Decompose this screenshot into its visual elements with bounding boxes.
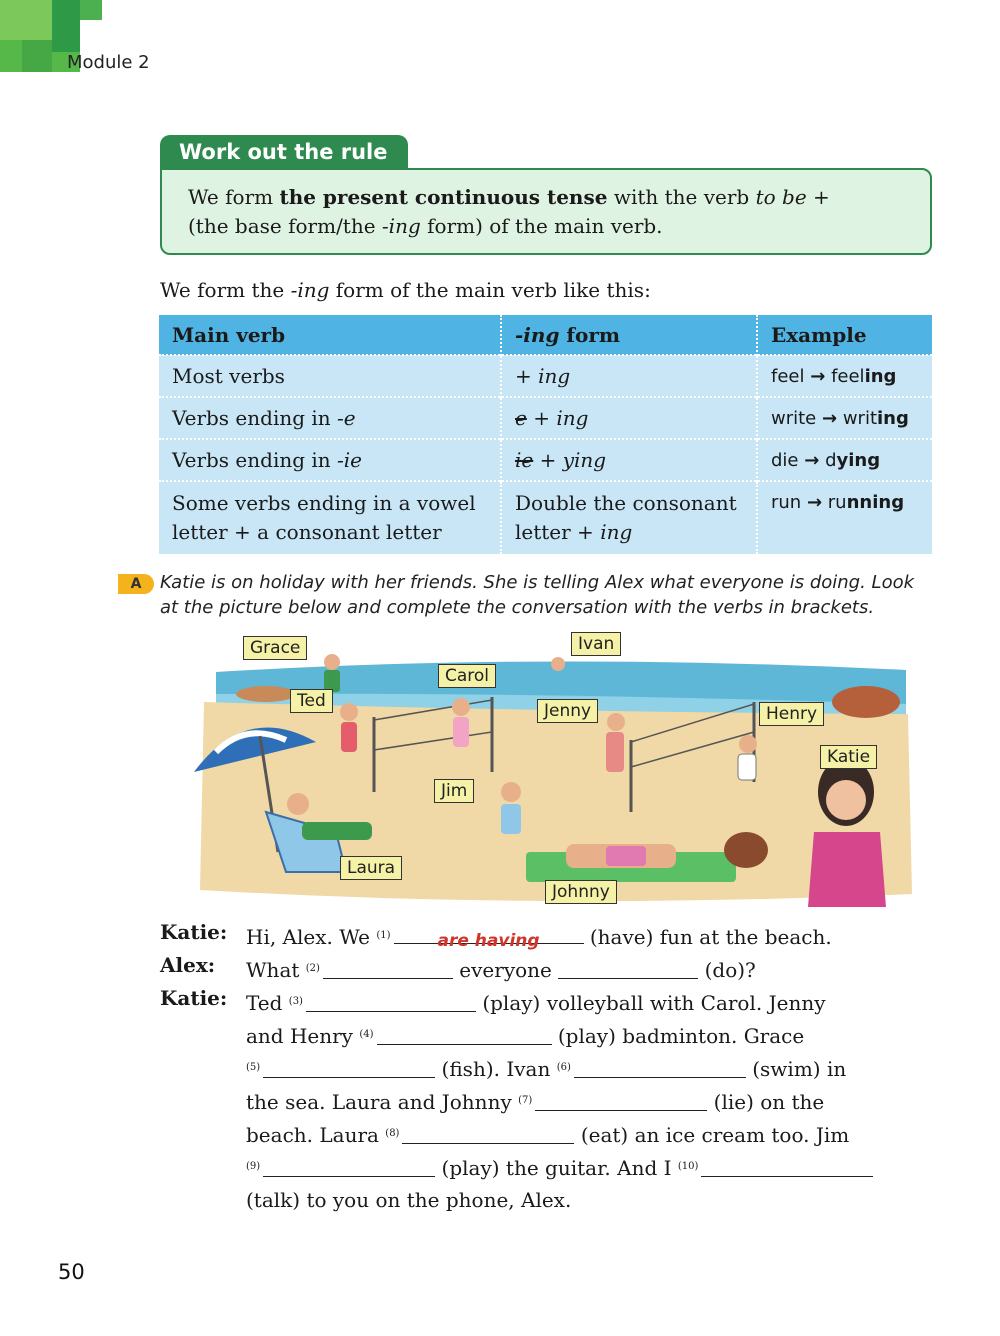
dialog-line-4: and Henry $^{(4)}$ (play) badminton. Grace: [246, 1024, 805, 1048]
table-row: Verbs ending in -ie ie + ying die → dying: [159, 439, 932, 481]
blank-2[interactable]: [323, 958, 453, 979]
page-number: 50: [58, 1260, 85, 1284]
speaker-katie: Katie:: [160, 920, 228, 944]
beach-illustration: [186, 632, 916, 907]
label-katie: Katie: [820, 745, 877, 769]
label-jim: Jim: [434, 779, 474, 803]
arrow-right-icon: →: [804, 449, 820, 471]
answer-1: are having: [437, 931, 540, 951]
beach-scene-image: [186, 632, 916, 907]
blank-1[interactable]: [394, 923, 584, 951]
label-johnny: Johnny: [545, 880, 617, 904]
dialog-line-6: the sea. Laura and Johnny $^{(7)}$ (lie) on the: [246, 1090, 825, 1114]
label-henry: Henry: [759, 702, 824, 726]
table-row: Verbs ending in -e e + ing write → writing: [159, 397, 932, 439]
blank-2b[interactable]: [558, 958, 698, 979]
dialog-line-7: beach. Laura $^{(8)}$ (eat) an ice cream too. Jim: [246, 1123, 850, 1147]
label-jenny: Jenny: [537, 699, 598, 723]
module-label: Module 2: [67, 52, 150, 73]
dialog-line-2: What $^{(2)}$ everyone (do)?: [246, 958, 756, 982]
table-row: Some verbs ending in a vowel letter + a consonant letter Double the consonant letter + ing run → running: [159, 481, 932, 554]
header-example: Example: [757, 315, 932, 355]
table-row: Most verbs + ing feel → feeling: [159, 355, 932, 397]
rule-panel: [160, 135, 932, 255]
blank-6[interactable]: [574, 1057, 746, 1078]
blank-7[interactable]: [535, 1090, 707, 1111]
blank-3[interactable]: [306, 991, 476, 1012]
blank-9[interactable]: [263, 1156, 435, 1177]
speaker-katie: Katie:: [160, 986, 228, 1010]
label-ted: Ted: [290, 689, 333, 713]
dialog-line-1: Hi, Alex. We $^{(1)}$ are having (have) fun at the beach.: [246, 925, 832, 951]
arrow-right-icon: →: [822, 407, 838, 429]
ing-form-table: [159, 315, 932, 554]
table-intro: We form the -ing form of the main verb like this:: [160, 278, 651, 302]
blank-4[interactable]: [377, 1024, 552, 1045]
dialog-line-3: Ted $^{(3)}$ (play) volleyball with Carol. Jenny: [246, 991, 826, 1015]
label-ivan: Ivan: [571, 632, 621, 656]
blank-8[interactable]: [402, 1123, 574, 1144]
rule-line-2: (the base form/the -ing form) of the main verb.: [188, 214, 663, 238]
exercise-badge: A: [118, 574, 154, 594]
header-ing-form: -ing form: [501, 315, 757, 355]
label-grace: Grace: [243, 636, 307, 660]
label-carol: Carol: [438, 664, 496, 688]
arrow-right-icon: →: [806, 492, 823, 513]
rule-line-1: We form the present continuous tense with the verb to be +: [188, 185, 830, 209]
rule-box: [160, 168, 932, 255]
rule-tab-title: Work out the rule: [160, 135, 408, 170]
dialog-line-9: (talk) to you on the phone, Alex.: [246, 1188, 572, 1212]
arrow-right-icon: →: [810, 365, 826, 387]
dialog-line-8: $^{(9)}$ (play) the guitar. And I $^{(10)}$: [246, 1151, 873, 1183]
dialog-line-5: $^{(5)}$ (fish). Ivan $^{(6)}$ (swim) in: [246, 1057, 847, 1081]
blank-5[interactable]: [263, 1057, 435, 1078]
table-header-row: [159, 315, 932, 355]
speaker-alex: Alex:: [160, 953, 216, 977]
label-laura: Laura: [340, 856, 402, 880]
exercise-instructions: Katie is on holiday with her friends. She is telling Alex what everyone is doing. Look at the picture below and complete the conversation with the verbs in brackets.: [160, 572, 915, 618]
blank-10[interactable]: [701, 1156, 873, 1177]
header-main-verb: Main verb: [159, 315, 501, 355]
